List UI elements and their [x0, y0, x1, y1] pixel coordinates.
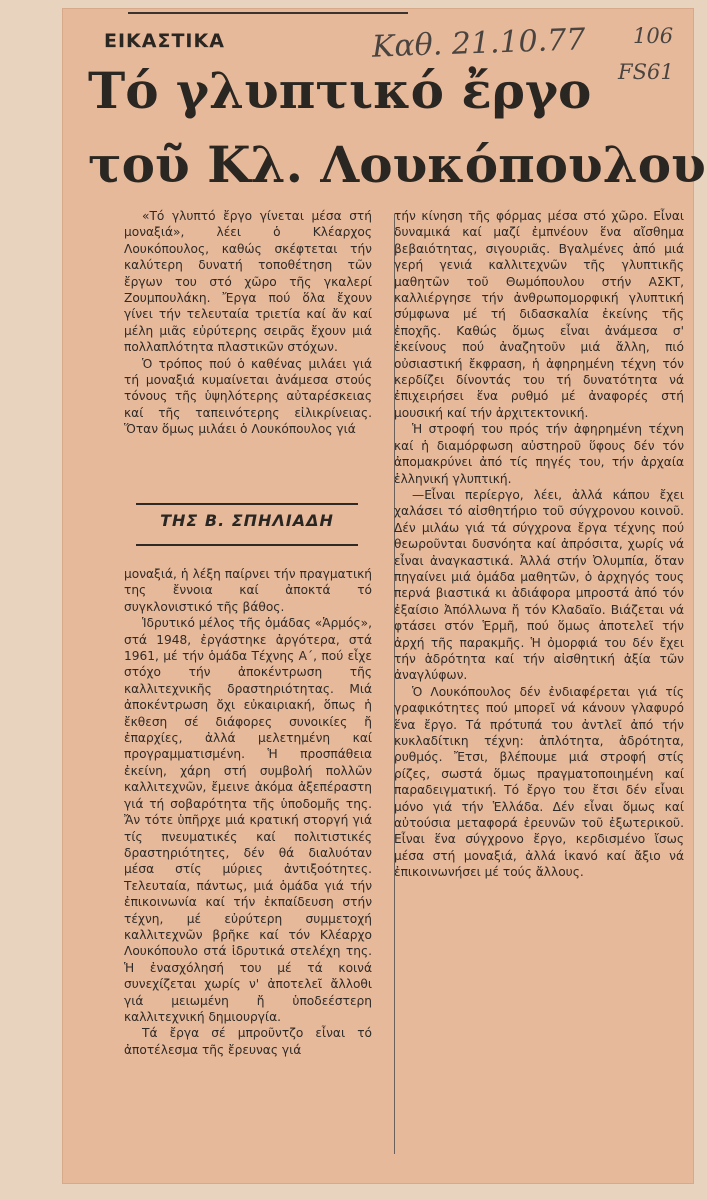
article-title-line-1: Τό γλυπτικό ἔργο — [88, 61, 592, 120]
paragraph: «Τό γλυπτό ἔργο γίνεται μέσα στή μοναξιά», λέει ὁ Κλέαρχος Λουκόπουλος, καθώς σκέφτεται τήν καλύτερη δυνατή τοποθέτηση τῶν ἔργων του στό χῶρο τῆς γκαλερί Ζουμπουλάκη. Ἔργα πού ὅλα ἔχουν γίνει τήν τελευταία τριετία καί ἄν καί μέλη μιᾶς εὐρύτερης σειρᾶς ἔχουν μιά πολλαπλότητα πλαστικῶν στόχων. — [124, 209, 372, 355]
handwritten-date: Καθ. 21.10.77 — [371, 22, 586, 65]
paragraph: —Εἶναι περίεργο, λέει, ἀλλά κάπου ἔχει χαλάσει τό αἰσθητήριο τοῦ σύγχρονου κοινοῦ. Δέν μιλάω γιά τά σύγχρονα ἔργα τέχνης πού θεωροῦνται δυσνόητα καί ἀπρόσιτα, χωρίς νά εἶναι ἀναγκαστικά. Ἀλλά στήν Ὀλυμπία, ὅταν πηγαίνει μιά ὁμάδα μαθητῶν, ὁ ἀρχηγός τους περνά βιαστικά κι ἀδιάφορα μπροστά ἀπό τόν ἐξαίσιο Ἀπόλλωνα ἤ τόν Κλαδαῖο. Βιάζεται νά φτάσει στόν Ἑρμῆ, πού ὅμως ἀποτελεῖ τήν ἀρχή τῆς παρακμῆς. Ἡ ὀμορφιά του δέν ἔχει τήν ἁδρότητα καί τήν αἰσθητική ἀξία τῶν ἀναγλύφων. — [394, 487, 684, 683]
byline-rule-top — [136, 503, 358, 505]
paragraph: Ὁ τρόπος πού ὁ καθένας μιλάει γιά τή μοναξιά κυμαίνεται ἀνάμεσα στούς τόνους τῆς ὑψηλότερης αὐταρέσκειας καί τῆς ταπεινότερης εἰλικρίνειας. Ὅταν ὅμως μιλάει ὁ Λουκόπουλος γιά — [124, 356, 372, 437]
paragraph: τήν κίνηση τῆς φόρμας μέσα στό χῶρο. Εἶναι δυναμικά καί μαζί ἐμπνέουν ἕνα αἴσθημα βεβαιότητας, σιγουριᾶς. Βγαλμένες ἀπό μιά γερή γενιά καλλιτεχνῶν τῆς γλυπτικῆς μαθητῶν τοῦ Θωμόπουλου στήν ΑΣΚΤ, καλλιέργησε τήν ἀνθρωπομορφική γλυπτική σύμφωνα μέ τή διδασκαλία ἐκείνης τῆς ἐποχῆς. Καθώς ὅμως εἶναι ἀνάμεσα σ' ἐκείνους πού ἀναζητοῦν μιά ἄλλη, πιό οὐσιαστική ἔκφραση, ἡ ἀφηρημένη τέχνη τόν κερδίζει δίνοντάς του τή δυνατότητα νά ἐπιχειρήσει ἕνα ρυθμό μέ ἀναφορές στή μουσική καί τήν ἀρχιτεκτονική. — [394, 209, 684, 420]
column-2 — [394, 208, 684, 881]
paragraph: Ὁ Λουκόπουλος δέν ἐνδιαφέρεται γιά τίς γραφικότητες πού μπορεῖ νά κάνουν γλαφυρό ἕνα ἔργο. Τά πρότυπά του ἀντλεῖ ἀπό τήν κυκλαδίτικη τέχνη: ἁπλότητα, ἁδρότητα, ρυθμός. Ἔτσι, βλέπουμε μιά στροφή στίς ρίζες, σωστά ὅμως πραγματοποιημένη καί παραδειγματική. Τό ἔργο του ἔτσι δέν εἶναι μόνο γιά τήν Ἑλλάδα. Δέν εἶναι ὅμως καί αὐτούσια μεταφορά ἐρευνῶν τοῦ ἐξωτερικοῦ. Εἶναι ἕνα σύγχρονο ἔργο, κερδισμένο ἴσως μέσα στή μοναξιά, ἀλλά ἱκανό καί ἄξιο νά ἐπικοινωνήσει μέ τούς ἄλλους. — [394, 684, 684, 880]
handwritten-code: FS61 — [618, 60, 674, 84]
byline: ΤΗΣ Β. ΣΠΗΛΙΑΔΗ — [160, 511, 334, 530]
paragraph: Τά ἔργα σέ μπροῦντζο εἶναι τό ἀποτέλεσμα τῆς ἔρευνας γιά — [124, 1026, 372, 1057]
paragraph: μοναξιά, ἡ λέξη παίρνει τήν πραγματική της ἔννοια καί ἀποκτά τό συγκλονιστικό τῆς βάθος. — [124, 567, 372, 614]
article-title-line-2: τοῦ Κλ. Λουκόπουλου — [88, 135, 706, 194]
column-1-top — [124, 208, 372, 438]
paragraph: Ἡ στροφή του πρός τήν ἀφηρημένη τέχνη καί ἡ διαμόρφωση αὐστηροῦ ὕφους δέν τόν ἀπομακρύνει ἀπό τίς πηγές του, τήν ἀρχαία ἑλληνική γλυπτική. — [394, 422, 684, 486]
column-1-bottom — [124, 566, 372, 1058]
section-heading: ΕΙΚΑΣΤΙΚΑ — [104, 30, 225, 52]
handwritten-number: 106 — [633, 24, 674, 48]
top-rule — [128, 12, 408, 14]
paragraph: Ἱδρυτικό μέλος τῆς ὁμάδας «Ἁρμός», στά 1948, ἐργάστηκε ἀργότερα, στά 1961, μέ τήν ὁμάδα Τέχνης Α΄, πού εἶχε στόχο τήν ἀποκέντρωση τῆς καλλιτεχνικῆς δραστηριότητας. Μιά ἀποκέντρωση ὄχι εὐκαιριακή, ὅπως ἡ ἔκθεση σέ διάφορες συνοικίες ἤ ἐπαρχίες, ἀλλά μελετημένη καί προγραμματισμένη. Ἡ προσπάθεια ἐκείνη, χάρη στή συμβολή πολλῶν καλλιτεχνῶν, ἔμεινε ἀκόμα ἀξεπέραστη γιά τή σοβαρότητα τῆς ὑποδομῆς της. Ἄν τότε ὑπῆρχε μιά κρατική στοργή γιά τίς πνευματικές καί πολιτιστικές δραστηριότητες, δέν θά διαλυόταν μέσα στίς μύριες ἀντιξοότητες. Τελευταία, πάντως, μιά ὁμάδα γιά τήν ἐπικοινωνία καί τήν ἐκπαίδευση στήν τέχνη, μέ εὐρύτερη συμμετοχή καλλιτεχνῶν βρῆκε καί τόν Κλέαρχο Λουκόπουλο στά ἱδρυτικά στελέχη της. Ἡ ἐνασχόλησή του μέ τά κοινά συνεχίζεται χωρίς ν' ἀποτελεῖ ἄλλοθι γιά μειωμένη ἤ ὑποδεέστερη καλλιτεχνική δημιουργία. — [124, 616, 372, 1024]
byline-rule-bottom — [136, 544, 358, 546]
